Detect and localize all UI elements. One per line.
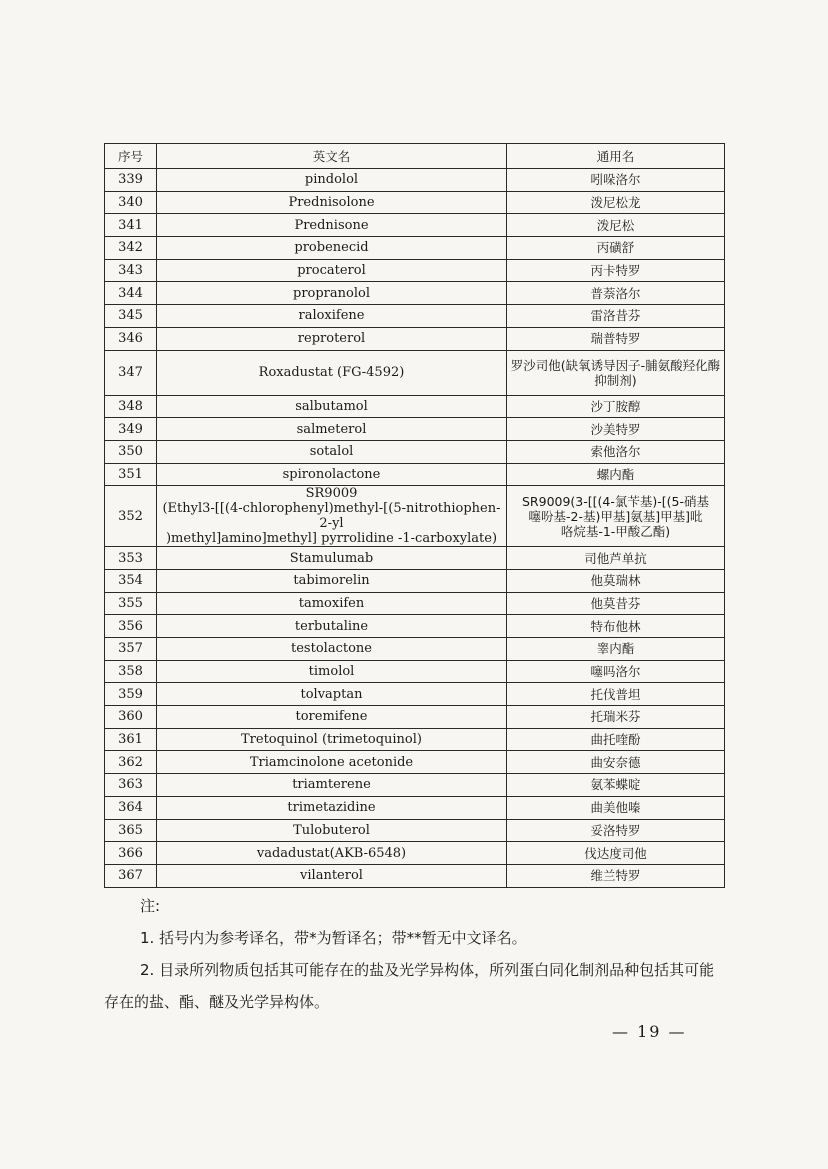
table-row	[105, 440, 725, 463]
cell-serial: 339	[105, 169, 157, 192]
english-name-line: )methyl]amino]methyl] pyrrolidine -1-carboxylate)	[165, 531, 498, 547]
cell-serial: 356	[105, 615, 157, 638]
cell-english-name: Tulobuterol	[157, 819, 507, 842]
cell-serial: 340	[105, 191, 157, 214]
table-row	[105, 751, 725, 774]
cell-serial: 349	[105, 418, 157, 441]
cell-serial: 357	[105, 638, 157, 661]
cell-common-name: 妥洛特罗	[507, 819, 725, 842]
header-serial: 序号	[105, 144, 157, 169]
cell-common-name: 沙丁胺醇	[507, 395, 725, 418]
table-row	[105, 350, 725, 395]
cell-common-name: 索他洛尔	[507, 440, 725, 463]
cell-serial: 341	[105, 214, 157, 237]
cell-serial: 354	[105, 569, 157, 592]
cell-common-name: 罗沙司他(缺氧诱导因子-脯氨酸羟化酶抑制剂)	[507, 350, 725, 395]
table-row	[105, 395, 725, 418]
cell-serial: 352	[105, 486, 157, 547]
table-row	[105, 282, 725, 305]
cell-common-name: 他莫瑞林	[507, 569, 725, 592]
table-row	[105, 842, 725, 865]
cell-common-name: 他莫昔芬	[507, 592, 725, 615]
cell-common-name: 特布他林	[507, 615, 725, 638]
header-common-name: 通用名	[507, 144, 725, 169]
table-row	[105, 660, 725, 683]
table-row	[105, 796, 725, 819]
cell-serial: 363	[105, 774, 157, 797]
cell-common-name: 伐达度司他	[507, 842, 725, 865]
cell-english-name: tolvaptan	[157, 683, 507, 706]
cell-common-name: 曲安奈德	[507, 751, 725, 774]
cell-english-name: vilanterol	[157, 864, 507, 887]
cell-serial: 353	[105, 547, 157, 570]
table-row	[105, 864, 725, 887]
cell-english-name: spironolactone	[157, 463, 507, 486]
cell-serial: 361	[105, 728, 157, 751]
cell-common-name: 沙美特罗	[507, 418, 725, 441]
table-row	[105, 615, 725, 638]
cell-serial: 360	[105, 706, 157, 729]
cell-english-name: trimetazidine	[157, 796, 507, 819]
table-row	[105, 327, 725, 350]
cell-english-name: toremifene	[157, 706, 507, 729]
cell-serial: 365	[105, 819, 157, 842]
table-row	[105, 169, 725, 192]
cell-serial: 350	[105, 440, 157, 463]
cell-common-name: 睾内酯	[507, 638, 725, 661]
cell-serial: 367	[105, 864, 157, 887]
cell-english-name: Prednisone	[157, 214, 507, 237]
table-row	[105, 547, 725, 570]
cell-common-name: 噻吗洛尔	[507, 660, 725, 683]
cell-common-name: 泼尼松	[507, 214, 725, 237]
common-name-line: 噻吩基-2-基)甲基]氨基]甲基]吡	[528, 508, 703, 524]
cell-common-name: 托瑞米芬	[507, 706, 725, 729]
cell-common-name: 吲哚洛尔	[507, 169, 725, 192]
cell-common-name: 维兰特罗	[507, 864, 725, 887]
header-english-name: 英文名	[157, 144, 507, 169]
cell-english-name: reproterol	[157, 327, 507, 350]
table-row	[105, 706, 725, 729]
cell-english-name: probenecid	[157, 237, 507, 260]
cell-serial: 348	[105, 395, 157, 418]
cell-english-name: procaterol	[157, 259, 507, 282]
cell-common-name: 丙卡特罗	[507, 259, 725, 282]
cell-serial: 358	[105, 660, 157, 683]
notes-title: 注:	[140, 897, 161, 915]
cell-serial: 362	[105, 751, 157, 774]
cell-english-name: pindolol	[157, 169, 507, 192]
cell-english-name: triamterene	[157, 774, 507, 797]
cell-common-name	[507, 486, 725, 547]
cell-common-name: 曲托喹酚	[507, 728, 725, 751]
cell-serial: 355	[105, 592, 157, 615]
table-row	[105, 486, 725, 547]
cell-common-name: 曲美他嗪	[507, 796, 725, 819]
cell-english-name: Stamulumab	[157, 547, 507, 570]
cell-serial: 366	[105, 842, 157, 865]
note-item: 1. 括号内为参考译名，带*为暂译名；带**暂无中文译名。	[140, 929, 527, 947]
table-row	[105, 728, 725, 751]
table-row	[105, 463, 725, 486]
cell-serial: 364	[105, 796, 157, 819]
cell-serial: 346	[105, 327, 157, 350]
table-row	[105, 191, 725, 214]
table-header-row	[105, 144, 725, 169]
cell-english-name: vadadustat(AKB-6548)	[157, 842, 507, 865]
cell-english-name: propranolol	[157, 282, 507, 305]
table-row	[105, 237, 725, 260]
cell-serial: 347	[105, 350, 157, 395]
cell-serial: 351	[105, 463, 157, 486]
notes-section	[104, 890, 724, 1018]
table-row	[105, 418, 725, 441]
table-row	[105, 774, 725, 797]
cell-english-name: Roxadustat (FG-4592)	[157, 350, 507, 395]
english-name-line: SR9009	[305, 486, 358, 502]
page-number: — 19 —	[612, 1022, 687, 1041]
cell-common-name: 氨苯蝶啶	[507, 774, 725, 797]
cell-common-name: 瑞普特罗	[507, 327, 725, 350]
table-row	[105, 214, 725, 237]
common-name-line: SR9009(3-[[(4-氯苄基)-[(5-硝基	[522, 493, 709, 509]
cell-common-name: 司他芦单抗	[507, 547, 725, 570]
table-row	[105, 305, 725, 328]
cell-english-name: Prednisolone	[157, 191, 507, 214]
cell-english-name: raloxifene	[157, 305, 507, 328]
cell-serial: 342	[105, 237, 157, 260]
cell-english-name: Triamcinolone acetonide	[157, 751, 507, 774]
cell-serial: 344	[105, 282, 157, 305]
table-row	[105, 259, 725, 282]
cell-common-name: 泼尼松龙	[507, 191, 725, 214]
table-row	[105, 638, 725, 661]
cell-common-name: 普萘洛尔	[507, 282, 725, 305]
cell-serial: 359	[105, 683, 157, 706]
common-name-line: 咯烷基-1-甲酸乙酯)	[560, 523, 671, 539]
cell-english-name: tamoxifen	[157, 592, 507, 615]
cell-english-name: tabimorelin	[157, 569, 507, 592]
table-row	[105, 592, 725, 615]
cell-english-name: terbutaline	[157, 615, 507, 638]
table-row	[105, 569, 725, 592]
cell-english-name: testolactone	[157, 638, 507, 661]
cell-common-name: 螺内酯	[507, 463, 725, 486]
english-name-line: (Ethyl3-[[(4-chlorophenyl)methyl-[(5-nitrothiophen-2-yl	[162, 501, 501, 532]
cell-serial: 343	[105, 259, 157, 282]
cell-common-name: 托伐普坦	[507, 683, 725, 706]
cell-english-name: Tretoquinol (trimetoquinol)	[157, 728, 507, 751]
cell-english-name: salbutamol	[157, 395, 507, 418]
cell-english-name: timolol	[157, 660, 507, 683]
cell-english-name: salmeterol	[157, 418, 507, 441]
cell-common-name: 雷洛昔芬	[507, 305, 725, 328]
table-row	[105, 683, 725, 706]
cell-english-name	[157, 486, 507, 547]
table-body	[105, 169, 725, 888]
table-row	[105, 819, 725, 842]
cell-english-name: sotalol	[157, 440, 507, 463]
cell-serial: 345	[105, 305, 157, 328]
cell-common-name: 丙磺舒	[507, 237, 725, 260]
substance-table	[104, 143, 725, 888]
note-item: 2. 目录所列物质包括其可能存在的盐及光学异构体，所列蛋白同化制剂品种包括其可能存在的盐、酯、醚及光学异构体。	[104, 961, 715, 1011]
